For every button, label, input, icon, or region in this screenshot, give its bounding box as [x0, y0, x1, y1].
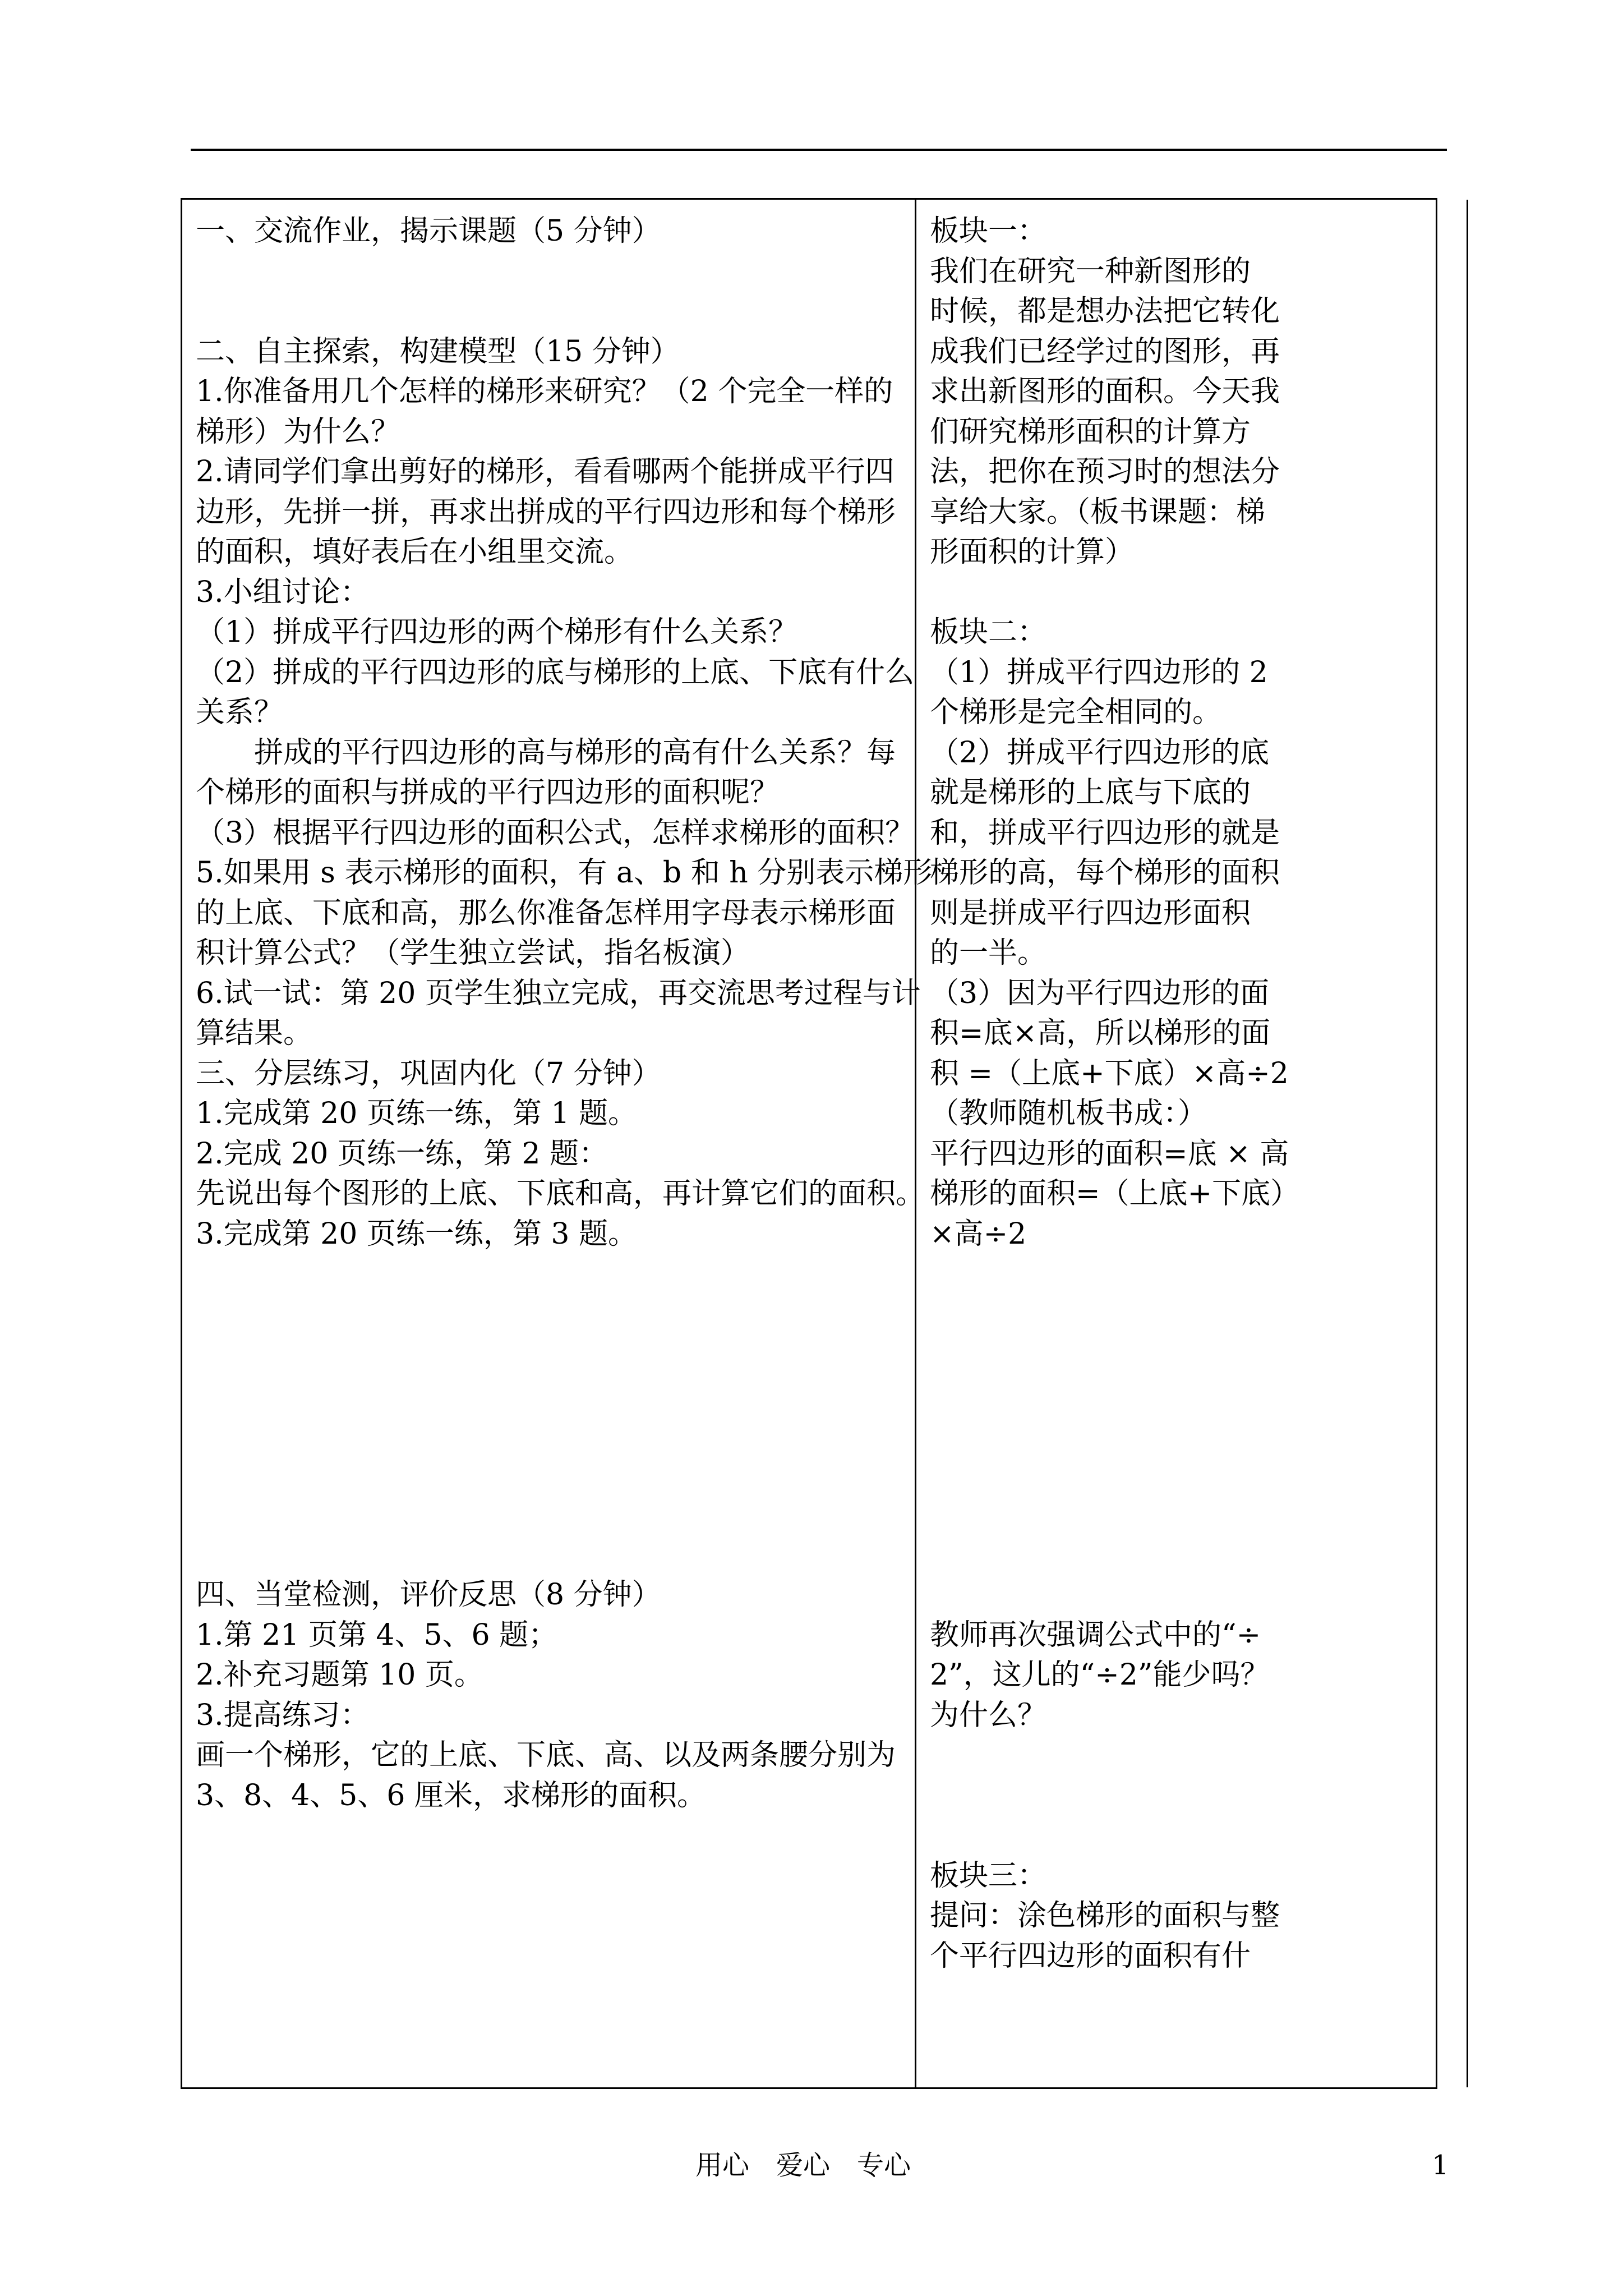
- process-text-line: 5.如果用 s 表示梯形的面积，有 a、b 和 h 分别表示梯形: [196, 856, 933, 890]
- process-text-line: 3.完成第 20 页练一练，第 3 题。: [196, 1217, 637, 1251]
- note-text-line: 个平行四边形的面积有什: [930, 1939, 1251, 1973]
- note-text-line: （3）因为平行四边形的面: [930, 976, 1270, 1010]
- note-text-line: 求出新图形的面积。今天我: [930, 375, 1280, 408]
- process-text-line: 梯形）为什么？: [196, 415, 400, 449]
- process-text-line: 画一个梯形，它的上底、下底、高、以及两条腰分别为: [196, 1738, 896, 1772]
- process-text-line: 三、分层练习，巩固内化（7 分钟）: [196, 1056, 661, 1091]
- note-text-line: （教师随机板书成：）: [930, 1097, 1207, 1130]
- process-text-line: 边形，先拼一拼，再求出拼成的平行四边形和每个梯形: [196, 495, 896, 529]
- note-text-line: 积=底×高，所以梯形的面: [930, 1016, 1271, 1050]
- process-text-line: 的上底、下底和高，那么你准备怎样用字母表示梯形面: [196, 896, 896, 930]
- note-text-line: 2”，这儿的“÷2”能少吗？: [930, 1658, 1270, 1692]
- process-text-line: 关系？: [196, 696, 284, 729]
- note-text-line: 形面积的计算）: [930, 535, 1135, 569]
- note-text-line: 积 =（上底+下底）×高÷2: [930, 1056, 1289, 1091]
- note-text-line: 时候，都是想办法把它转化: [930, 295, 1280, 328]
- process-text-line: （2）拼成的平行四边形的底与梯形的上底、下底有什么: [196, 655, 915, 689]
- teacher-notes-column: [916, 200, 1468, 2087]
- process-text-line: 先说出每个图形的上底、下底和高，再计算它们的面积。: [196, 1177, 925, 1211]
- note-text-line: 板块一：: [930, 214, 1047, 248]
- process-text-line: 一、交流作业，揭示课题（5 分钟）: [196, 214, 661, 248]
- process-text-line: 个梯形的面积与拼成的平行四边形的面积呢？: [196, 776, 780, 809]
- teaching-process-column: [182, 200, 933, 2087]
- process-text-line: 2.补充习题第 10 页。: [196, 1658, 483, 1692]
- process-text-line: 3、8、4、5、6 厘米，求梯形的面积。: [196, 1778, 706, 1812]
- note-text-line: 成我们已经学过的图形，再: [930, 334, 1280, 369]
- note-text-line: 我们在研究一种新图形的: [930, 254, 1251, 288]
- process-text-line: 1.第 21 页第 4、5、6 题；: [196, 1618, 558, 1652]
- lesson-plan-table: [181, 198, 1437, 2089]
- note-text-line: 法，把你在预习时的想法分: [930, 455, 1280, 489]
- note-text-line: ×高÷2: [930, 1217, 1027, 1251]
- process-text-line: 1.完成第 20 页练一练，第 1 题。: [196, 1097, 637, 1130]
- note-text-line: 提问：涂色梯形的面积与整: [930, 1899, 1280, 1932]
- note-text-line: 享给大家。（板书课题：梯: [930, 495, 1266, 529]
- process-text-line: 积计算公式？（学生独立尝试，指名板演）: [196, 936, 750, 970]
- process-text-line: 3.提高练习：: [196, 1698, 370, 1732]
- note-text-line: 梯形的面积=（上底+下底）: [930, 1177, 1300, 1211]
- note-text-line: 教师再次强调公式中的“÷: [930, 1618, 1261, 1652]
- process-text-line: 算结果。: [196, 1016, 313, 1050]
- note-text-line: 个梯形是完全相同的。: [930, 696, 1222, 729]
- process-text-line: 2.请同学们拿出剪好的梯形，看看哪两个能拼成平行四: [196, 455, 895, 489]
- note-text-line: 平行四边形的面积=底 × 高: [930, 1137, 1289, 1171]
- process-text-line: 四、当堂检测，评价反思（8 分钟）: [196, 1578, 661, 1612]
- process-text-line: 2.完成 20 页练一练，第 2 题：: [196, 1137, 608, 1171]
- note-text-line: 则是拼成平行四边形面积: [930, 896, 1251, 930]
- note-text-line: 板块二：: [930, 615, 1047, 649]
- note-text-line: 板块三：: [930, 1858, 1047, 1893]
- note-text-line: （1）拼成平行四边形的 2: [930, 655, 1268, 689]
- process-text-line: 6.试一试：第 20 页学生独立完成，再交流思考过程与计: [196, 976, 921, 1010]
- process-text-line: 二、自主探索，构建模型（15 分钟）: [196, 334, 680, 369]
- process-text-line: 拼成的平行四边形的高与梯形的高有什么关系？每: [196, 735, 896, 770]
- note-text-line: 的一半。: [930, 936, 1047, 970]
- note-text-line: （2）拼成平行四边形的底: [930, 735, 1270, 770]
- process-text-line: （3）根据平行四边形的面积公式，怎样求梯形的面积？: [196, 816, 915, 850]
- process-text-line: 1.你准备用几个怎样的梯形来研究？（2 个完全一样的: [196, 375, 893, 408]
- header-rule: [191, 149, 1447, 151]
- note-text-line: 和，拼成平行四边形的就是: [930, 816, 1280, 850]
- note-text-line: 们研究梯形面积的计算方: [930, 415, 1251, 449]
- note-text-line: 梯形的高，每个梯形的面积: [930, 856, 1280, 890]
- page-number: 1: [1432, 2150, 1449, 2181]
- process-text-line: （1）拼成平行四边形的两个梯形有什么关系？: [196, 615, 798, 649]
- process-text-line: 的面积，填好表后在小组里交流。: [196, 535, 634, 569]
- note-text-line: 就是梯形的上底与下底的: [930, 776, 1251, 809]
- process-text-line: 3.小组讨论：: [196, 575, 370, 609]
- footer-motto: 用心 爱心 专心: [695, 2150, 911, 2181]
- note-text-line: 为什么？: [930, 1698, 1047, 1732]
